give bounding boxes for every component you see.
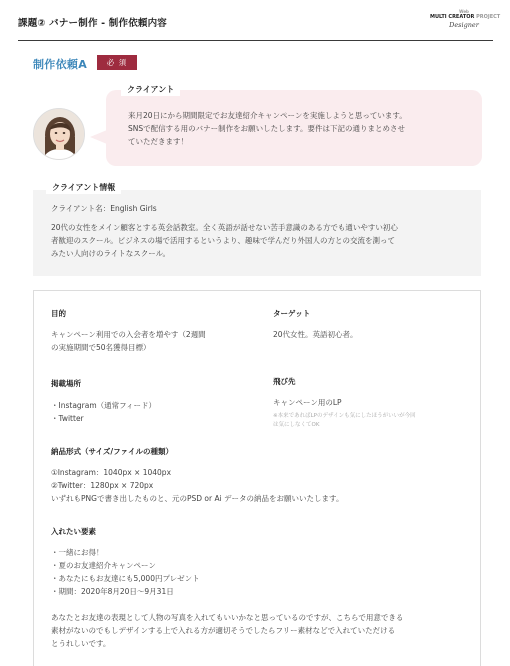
note-line: は気にしなくてOK xyxy=(273,421,320,428)
note-line: ※本来であればLPのデザインも気にしたほうがいいが今回 xyxy=(273,413,416,419)
placement-line: ・Twitter xyxy=(51,414,84,423)
element-item: ・期間：2020年8月20日〜9月31日 xyxy=(51,587,174,596)
closing-text xyxy=(51,611,403,650)
element-item: ・あなたにもお友達にも5,000円プレゼント xyxy=(51,574,200,583)
elements-list xyxy=(51,546,200,598)
logo-script-text: Designer xyxy=(449,21,479,29)
required-badge: 必 須 xyxy=(97,55,137,70)
client-description xyxy=(51,221,471,260)
placement-label: 掲載場所 xyxy=(51,379,81,388)
purpose-line: キャンペーン利用での入会者を増やす（2週間 xyxy=(51,330,206,339)
element-item: ・一緒にお得！ xyxy=(51,548,104,557)
speech-bubble-tail xyxy=(90,130,107,144)
client-label: クライアント xyxy=(121,84,180,96)
purpose-label: 目的 xyxy=(51,309,66,318)
description-line: みたい人向けのライトなスクール。 xyxy=(51,249,171,258)
client-info-label: クライアント情報 xyxy=(46,182,121,194)
client-avatar xyxy=(33,108,85,160)
logo-main-text xyxy=(430,14,501,21)
description-line: 者歓迎のスクール。ビジネスの場で活用するというより、趣味で学んだり外国人の方との交流を測って xyxy=(51,236,396,245)
page-header xyxy=(0,0,510,42)
logo-faint: PROJECT xyxy=(476,14,501,20)
section-heading: 制作依頼A xyxy=(33,58,88,71)
logo-main: MULTI CREATOR xyxy=(430,14,475,20)
closing-line: あなたとお友達の表現として人物の写真を入れてもいいかなと思っているのですが、こちらで用意できる xyxy=(51,613,404,622)
format-label: 納品形式（サイズ/ファイルの種類） xyxy=(51,447,173,456)
header-divider xyxy=(18,40,493,41)
placement-text xyxy=(51,399,156,425)
message-line: 来月20日にから期間限定でお友達紹介キャンペーンを実施しようと思っています。 xyxy=(128,111,407,120)
format-text xyxy=(51,466,343,505)
message-line: SNSで配信する用のバナー制作をお願いしたします。要件は下記の通りまとめさせ xyxy=(128,124,406,133)
destination-text: キャンペーン用のLP xyxy=(273,398,342,407)
format-line: いずれもPNGで書き出したものと、元のPSD or Ai データの納品をお願いいたします。 xyxy=(51,494,344,503)
format-line: ②Twitter：1280px × 720px xyxy=(51,481,154,490)
destination-label: 飛び先 xyxy=(273,377,296,386)
purpose-line: の実施期間で50名獲得目標） xyxy=(51,343,151,352)
elements-label: 入れたい要素 xyxy=(51,527,96,536)
client-name: クライアント名：English Girls xyxy=(51,204,157,213)
page-title: 課題② バナー制作 - 制作依頼内容 xyxy=(18,18,168,29)
format-line: ①Instagram：1040px × 1040px xyxy=(51,468,172,477)
element-item: ・夏のお友達紹介キャンペーン xyxy=(51,561,156,570)
closing-line: 素材がないのでもしデザインする上で入れる方が適切そうでしたらフリー素材などで入れていただける xyxy=(51,626,396,635)
avatar-illustration xyxy=(34,109,85,160)
target-text: 20代女性。英語初心者。 xyxy=(273,330,358,339)
logo-small-text: Web xyxy=(459,9,469,14)
message-line: ていただきます！ xyxy=(128,137,188,146)
closing-line: とうれしいです。 xyxy=(51,639,111,648)
placement-line: ・Instagram（通常フィード） xyxy=(51,401,157,410)
destination-note xyxy=(273,412,416,429)
purpose-text xyxy=(51,328,206,354)
brand-logo xyxy=(430,9,501,34)
target-label: ターゲット xyxy=(273,309,311,318)
client-message-text xyxy=(128,109,468,148)
description-line: 20代の女性をメイン顧客とする英会話教室。全く英語が話せない苦手意識のある方でも通いやすい初心 xyxy=(51,223,398,232)
